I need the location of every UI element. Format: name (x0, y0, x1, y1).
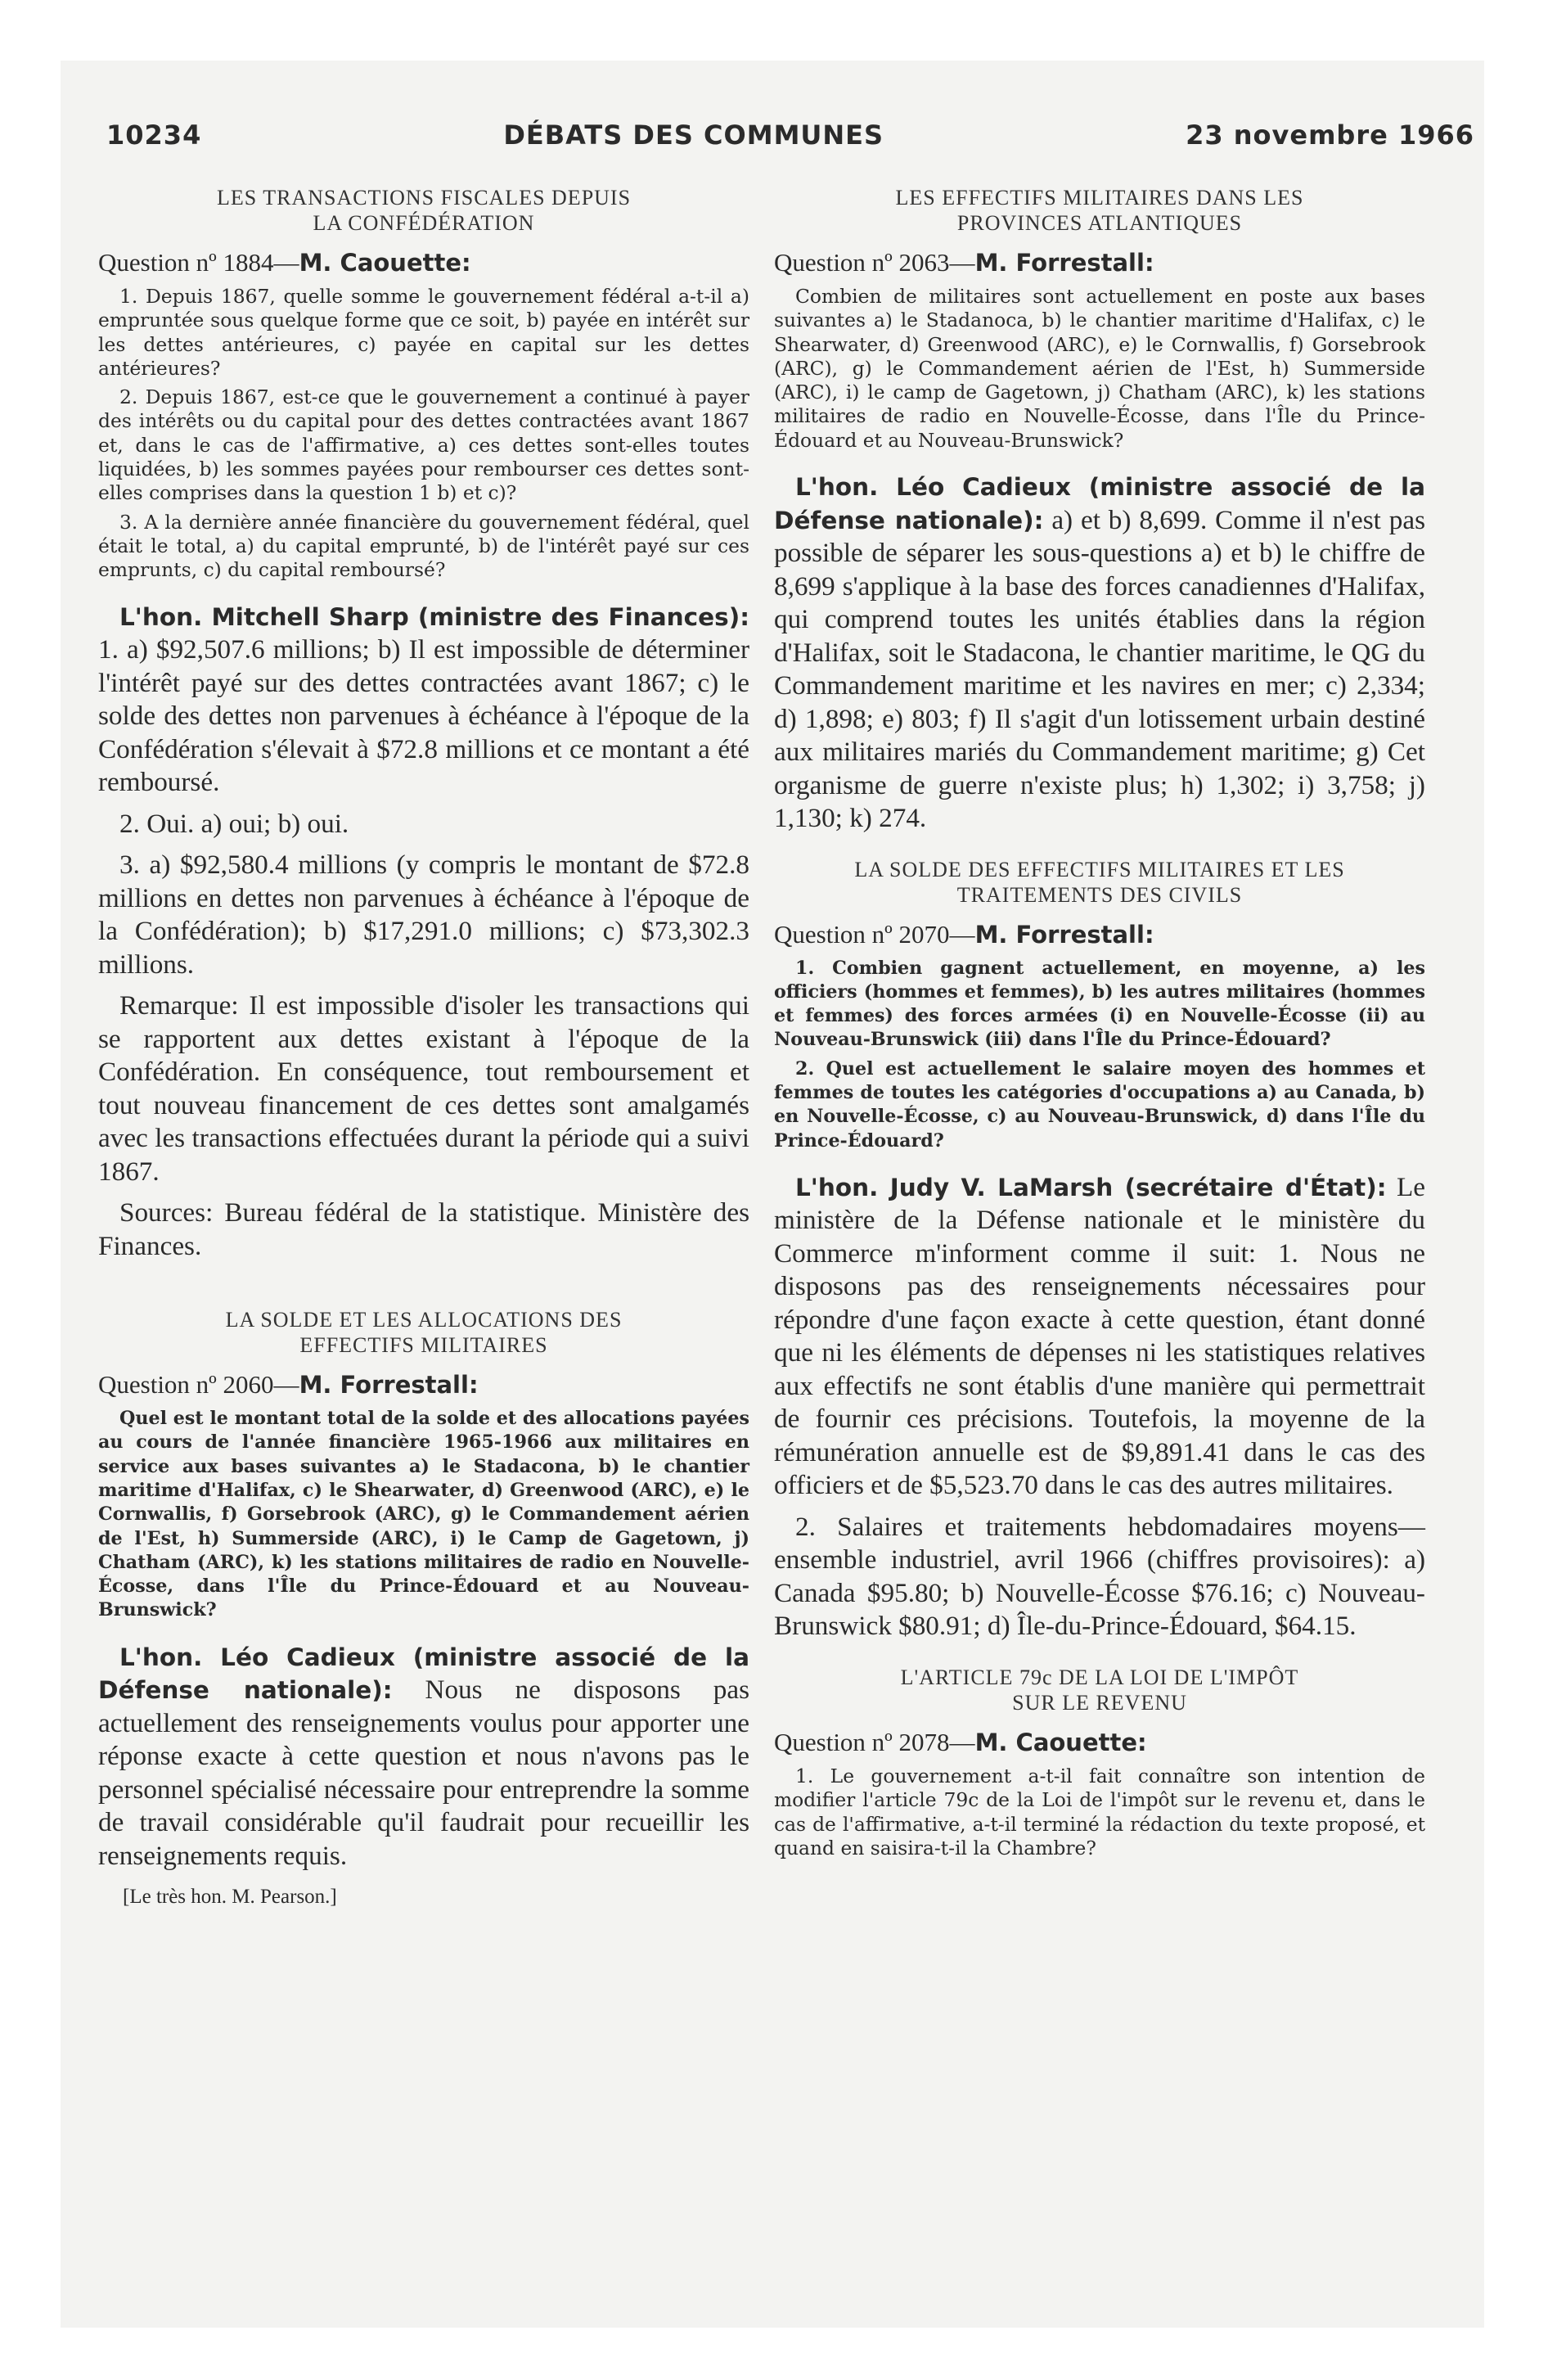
question-heading: Question nº 2063—M. Forrestall: (774, 248, 1154, 277)
speaker-name: L'hon. Léo Cadieux (ministre associé de la Défense nationale): (774, 473, 1425, 534)
answer-paragraph: 2. Oui. a) oui; b) oui. (119, 808, 349, 839)
question-heading: Question nº 2078—M. Caouette: (774, 1727, 1147, 1756)
answer-paragraph: L'hon. Léo Cadieux (ministre associé de la Défense nationale): a) et b) 8,699. Comme il n'est pas possible de séparer les sous-questions a) et b) le chiffre de 8,699 s'applique à la base des forces canadiennes d'Halifax, qui comprend toutes les unités établies dans la région d'Halifax, soit le Stadacona, le chantier maritime, le QG du Commandement maritime et les navires en mer; c) 2,334; d) 1,898; e) 803; f) Il s'agit d'un lotissement urbain destiné aux militaires mariés du Commandement maritime; g) Cet organisme de guerre n'existe plus; h) 1,302; i) 3,758; j) 1,130; k) 274. (774, 473, 1425, 834)
answer-paragraph: L'hon. Mitchell Sharp (ministre des Finances): 1. a) $92,507.6 millions; b) Il est impossible de déterminer l'intérêt payé sur des dettes contractées avant 1867; c) le solde des dettes non parvenues à échéance à l'époque de la Confédération s'élevait à $72.8 millions et ce montant a été remboursé. (98, 602, 749, 798)
questioner-name: M. Caouette: (974, 1728, 1147, 1756)
journal-title: DÉBATS DES COMMUNES (503, 119, 884, 151)
question-heading: Question nº 2070—M. Forrestall: (774, 919, 1154, 949)
question-text: 2. Depuis 1867, est-ce que le gouvernement a continué à payer des intérêts ou du capital pour des dettes contractées avant 1867 et, dans le cas de l'affirmative, a) ces dettes sont-elles toutes liquidées, b) les sommes payées pour rembourser ces dettes sont-elles comprises dans la question 1 b) et c)? (98, 385, 749, 505)
answer-paragraph: Sources: Bureau fédéral de la statistique. Ministère des Finances. (98, 1197, 749, 1261)
questioner-name: M. Forrestall: (974, 249, 1154, 277)
question-text: 1. Depuis 1867, quelle somme le gouvernement fédéral a-t-il a) empruntée sous quelque forme que ce soit, b) payée en intérêt sur les dettes antérieures, c) payée en capital sur les dettes antérieures? (98, 285, 749, 380)
speaker-name: L'hon. Judy V. LaMarsh (secrétaire d'État): (795, 1173, 1387, 1201)
signature: [Le très hon. M. Pearson.] (123, 1886, 337, 1909)
right-column (774, 185, 1425, 1865)
answer-paragraph: L'hon. Léo Cadieux (ministre associé de la Défense nationale): Nous ne disposons pas actuellement des renseignements voulus pour apporter une réponse exacte à cette question et nous n'avons pas le personnel spécialisé nécessaire pour entreprendre la somme de travail considérable qu'il faudrait pour recueillir les renseignements requis. (98, 1643, 749, 1871)
question-heading: Question nº 1884—M. Caouette: (98, 248, 471, 277)
question-text: 2. Quel est actuellement le salaire moyen des hommes et femmes de toutes les catégories d'occupations a) au Canada, b) en Nouvelle-Écosse, c) au Nouveau-Brunswick, d) dans l'Île du Prince-Édouard? (774, 1057, 1425, 1152)
section-title: LES EFFECTIFS MILITAIRES DANS LES PROVINCES ATLANTIQUES (895, 186, 1304, 235)
questioner-name: M. Caouette: (299, 249, 471, 277)
answer-paragraph: Remarque: Il est impossible d'isoler les transactions qui se rapportent aux dettes existant à l'époque de la Confédération. En conséquence, tout remboursement et tout nouveau financement de ces dettes sont amalgamés avec les transactions effectuées durant la période qui a suivi 1867. (98, 990, 749, 1187)
answer-paragraph: 3. a) $92,580.4 millions (y compris le montant de $72.8 millions en dettes non parvenues à échéance à l'époque de la Confédération); b) $17,291.0 millions; c) $73,302.3 millions. (98, 850, 749, 980)
section-title: LA SOLDE DES EFFECTIFS MILITAIRES ET LES TRAITEMENTS DES CIVILS (854, 857, 1345, 907)
speaker-name: L'hon. Mitchell Sharp (ministre des Finances): (119, 602, 749, 631)
page-header (106, 119, 1474, 151)
question-text: Combien de militaires sont actuellement en poste aux bases suivantes a) le Stadanoca, b) le chantier maritime d'Halifax, c) le Shearwater, d) Greenwood (ARC), e) le Cornwallis, f) Gorsebrook (ARC), g) le Commandement aérien de l'Est, h) Summerside (ARC), i) le camp de Gagetown, j) Chatham (ARC), k) les stations militaires de radio en Nouvelle-Écosse, dans l'Île du Prince-Édouard et au Nouveau-Brunswick? (774, 285, 1425, 452)
question-text: 1. Le gouvernement a-t-il fait connaître son intention de modifier l'article 79c de la Loi de l'impôt sur le revenu et, dans le cas de l'affirmative, a-t-il terminé la rédaction du texte proposé, et quand en saisira-t-il la Chambre? (774, 1764, 1425, 1859)
answer-paragraph: L'hon. Judy V. LaMarsh (secrétaire d'État): Le ministère de la Défense nationale et le ministère du Commerce m'informent comme il suit: 1. Nous ne disposons pas des renseignements nécessaires pour répondre d'une façon exacte à cette question, étant donné que ni les éléments de dépenses ni les statistiques relatives aux effectifs ne sont établis d'une manière qui permettrait de fournir ces précisions. Toutefois, la moyenne de la rémunération annuelle est de $9,891.41 dans le cas des officiers et de $5,523.70 dans le cas des autres militaires. (774, 1171, 1425, 1501)
questioner-name: M. Forrestall: (299, 1371, 479, 1400)
question-heading: Question nº 2060—M. Forrestall: (98, 1370, 479, 1400)
question-text: Quel est le montant total de la solde et des allocations payées au cours de l'année financière 1965-1966 aux militaires en service aux bases suivantes a) le Stadacona, b) le chantier maritime d'Halifax, c) le Shearwater, d) Greenwood (ARC), e) le Cornwallis, f) Gorsebrook (ARC), g) le Commandement aérien de l'Est, h) Summerside (ARC), i) le Camp de Gagetown, j) Chatham (ARC), k) les stations militaires de radio en Nouvelle-Écosse, dans l'Île du Prince-Édouard et au Nouveau-Brunswick? (98, 1408, 749, 1621)
speaker-name: L'hon. Léo Cadieux (ministre associé de la Défense nationale): (98, 1643, 749, 1705)
section-title: L'ARTICLE 79c DE LA LOI DE L'IMPÔT SUR LE REVENU (900, 1665, 1299, 1715)
section-title: LA SOLDE ET LES ALLOCATIONS DES EFFECTIFS MILITAIRES (225, 1308, 623, 1358)
page-date: 23 novembre 1966 (1186, 119, 1474, 151)
section-title: LES TRANSACTIONS FISCALES DEPUIS LA CONFÉDÉRATION (216, 186, 632, 235)
questioner-name: M. Forrestall: (974, 920, 1154, 949)
page-number: 10234 (106, 119, 202, 151)
left-column (98, 185, 749, 1909)
question-text: 1. Combien gagnent actuellement, en moyenne, a) les officiers (hommes et femmes), b) les autres militaires (hommes et femmes) des forces armées (i) en Nouvelle-Écosse (ii) au Nouveau-Brunswick (iii) dans l'Île du Prince-Édouard? (774, 957, 1425, 1051)
answer-paragraph: 2. Salaires et traitements hebdomadaires moyens—ensemble industriel, avril 1966 (chiffres provisoires): a) Canada $95.80; b) Nouvelle-Écosse $76.16; c) Nouveau-Brunswick $80.91; d) Île-du-Prince-Édouard, $64.15. (774, 1511, 1425, 1642)
question-text: 3. A la dernière année financière du gouvernement fédéral, quel était le total, a) du capital emprunté, b) de l'intérêt payé sur ces emprunts, c) du capital remboursé? (98, 510, 749, 582)
